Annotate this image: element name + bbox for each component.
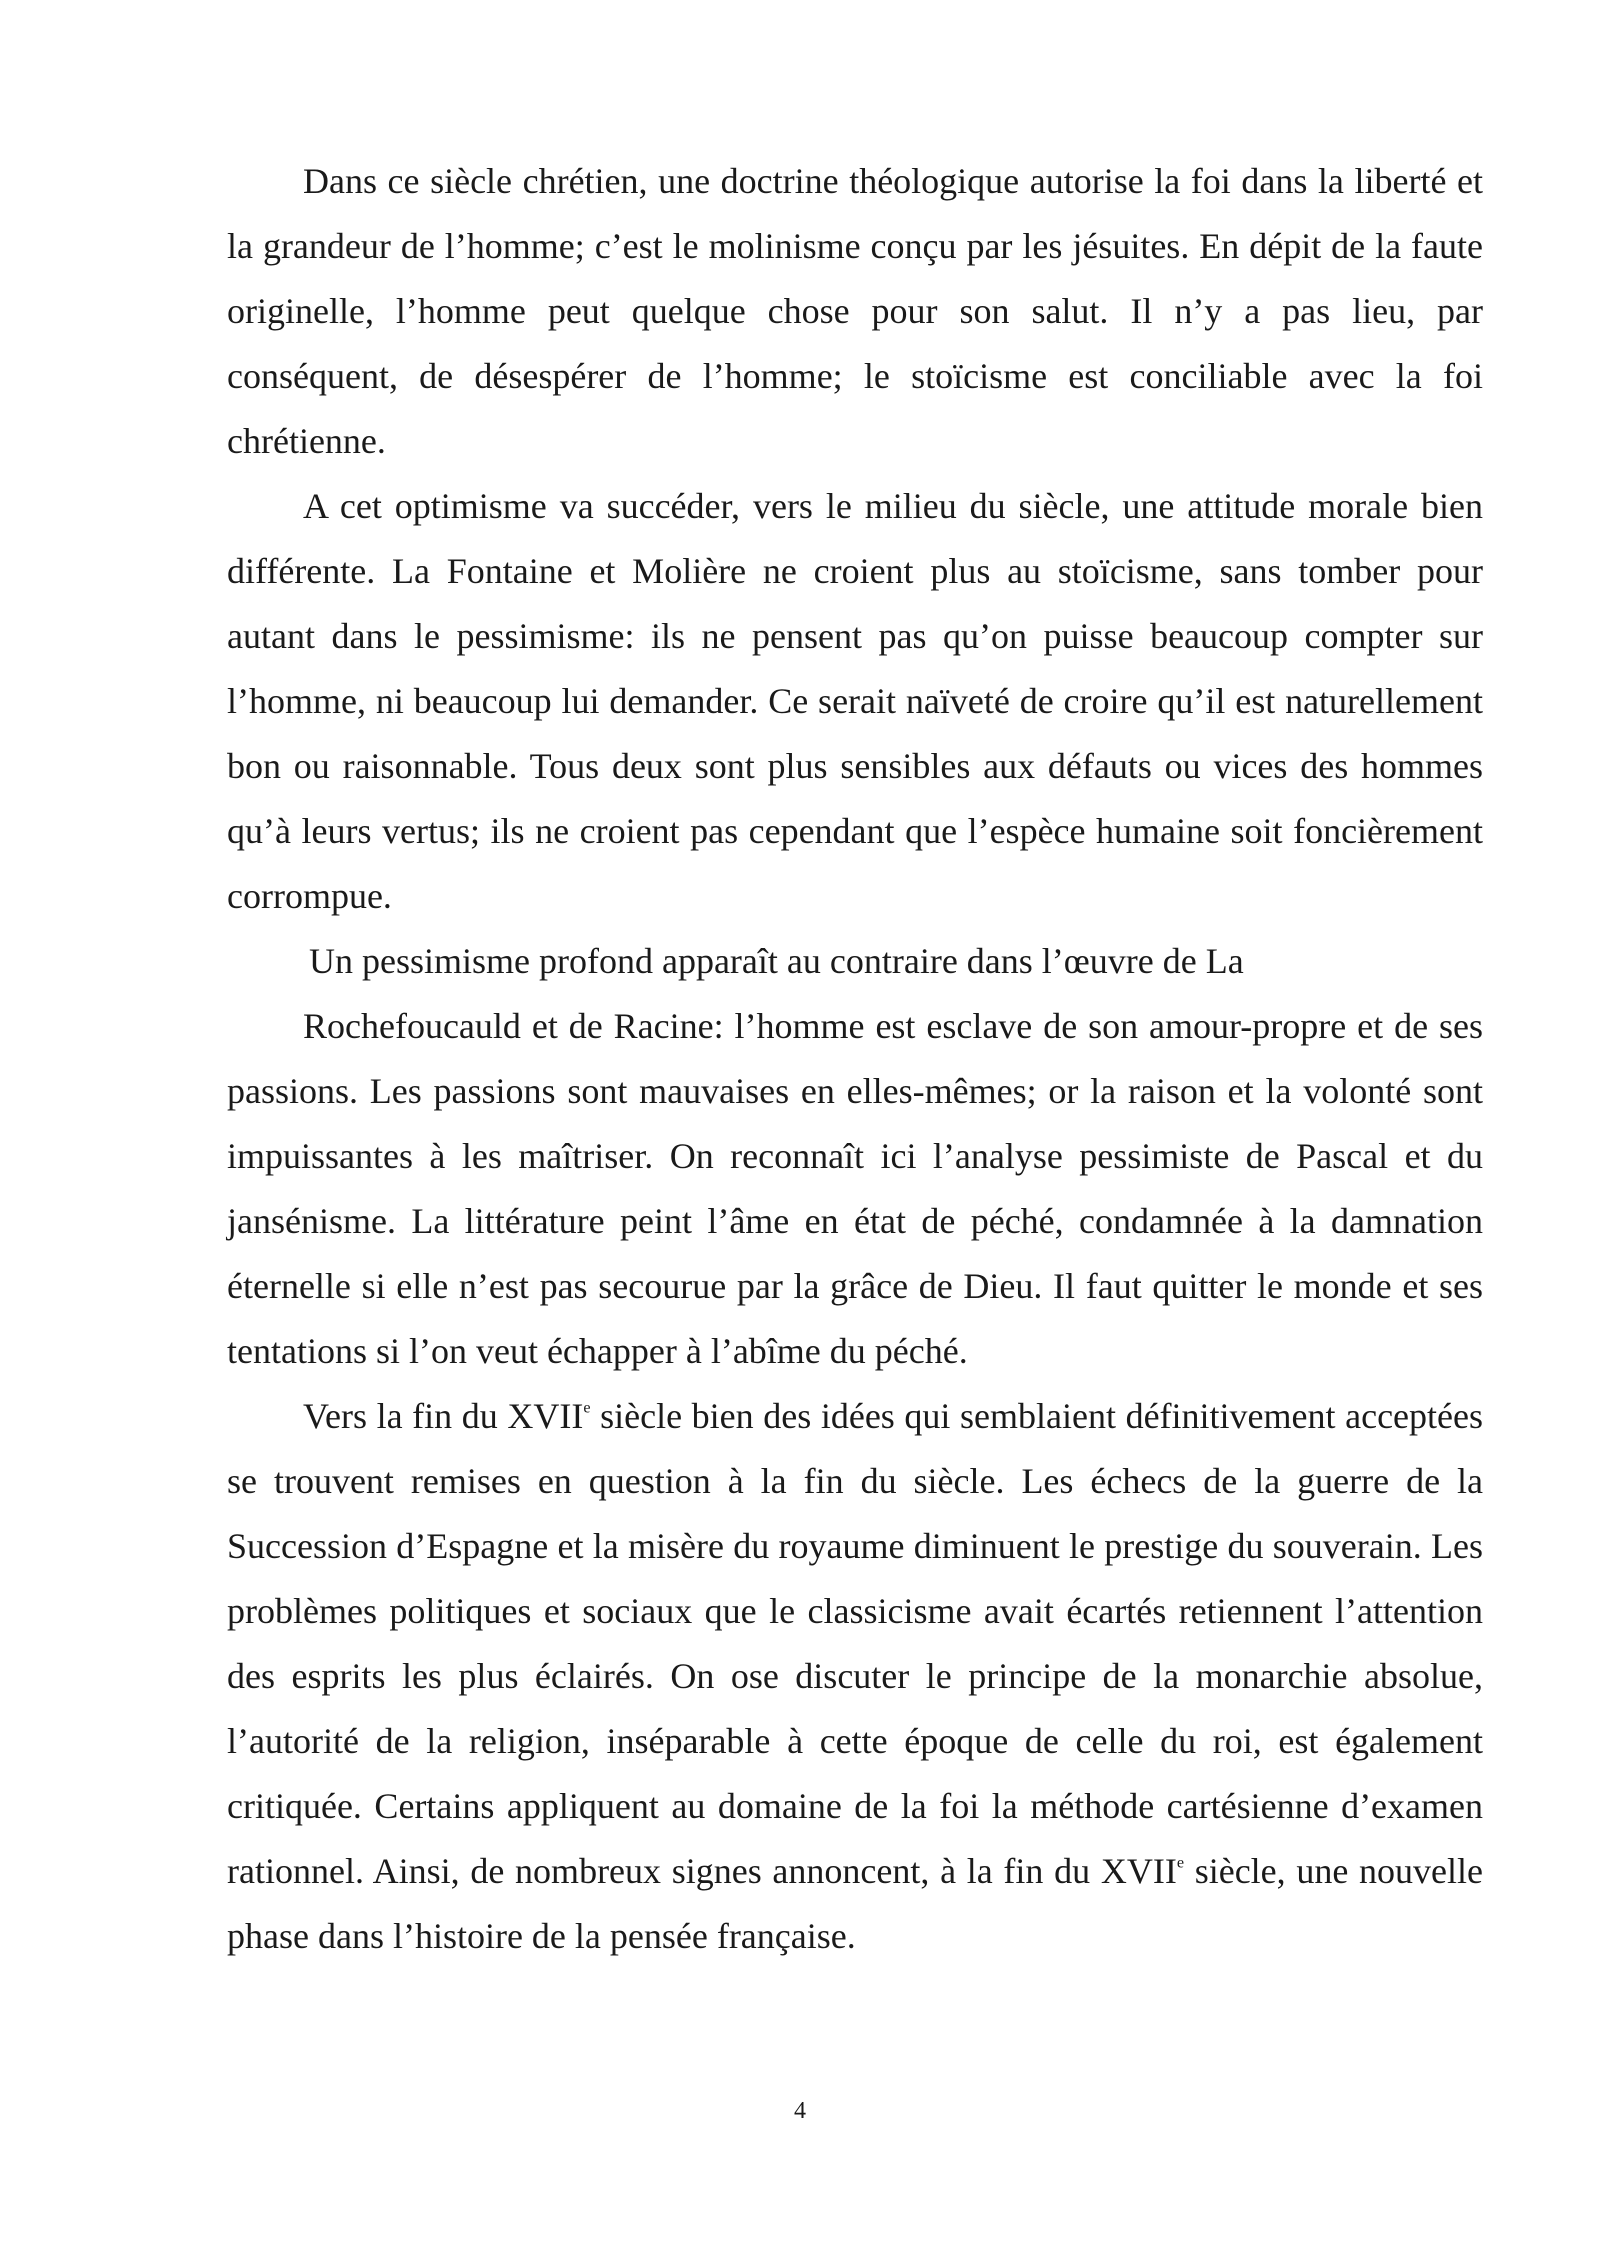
paragraph-fin-siecle-part3: siècle, une nouvelle phase dans l’histoire de la pensée française. bbox=[227, 1851, 1483, 1956]
page-number: 4 bbox=[794, 2098, 806, 2124]
paragraph-pessimisme-suite: Rochefoucauld et de Racine: l’homme est esclave de son amour-propre et de ses passions. Les passions sont mauvaises en elles-mêmes; or la raison et la volonté sont impuissantes à les maîtriser. On reconnaît ici l’analyse pessimiste de Pascal et du jansénisme. La littérature peint l’âme en état de péché, condamnée à la damnation éternelle si elle n’est pas secourue par la grâce de Dieu. Il faut quitter le monde et ses tentations si l’on veut échapper à l’abîme du péché. bbox=[227, 1006, 1483, 1371]
paragraph-fin-siecle-part2: siècle bien des idées qui semblaient définitivement acceptées se trouvent remises en question à la fin du siècle. Les échecs de la guerre de la Succession d’Espagne et la misère du royaume diminuent le prestige du souverain. Les problèmes politiques et sociaux que le classicisme avait écartés retiennent l’attention des esprits les plus éclairés. On ose discuter le principe de la monarchie absolue, l’autorité de la religion, inséparable à cette époque de celle du roi, est également critiquée. Certains appliquent au domaine de la foi la méthode cartésienne d’examen rationnel. Ainsi, de nombreux signes annoncent, à la fin du XVII bbox=[227, 1396, 1483, 1891]
superscript-e: e bbox=[1176, 1853, 1184, 1872]
paragraph-pessimisme-intro: Un pessimisme profond apparaît au contraire dans l’œuvre de La bbox=[309, 941, 1244, 981]
paragraph-optimisme: A cet optimisme va succéder, vers le milieu du siècle, une attitude morale bien différente. La Fontaine et Molière ne croient plus au stoïcisme, sans tomber pour autant dans le pessimisme: ils ne pensent pas qu’on puisse beaucoup compter sur l’homme, ni beaucoup lui demander. Ce serait naïveté de croire qu’il est naturellement bon ou raisonnable. Tous deux sont plus sensibles aux défauts ou vices des hommes qu’à leurs vertus; ils ne croient pas cependant que l’espèce humaine soit foncièrement corrompue. bbox=[227, 486, 1483, 916]
superscript-e: e bbox=[583, 1398, 591, 1417]
body-text bbox=[227, 149, 1483, 1969]
paragraph-molinisme: Dans ce siècle chrétien, une doctrine théologique autorise la foi dans la liberté et la grandeur de l’homme; c’est le molinisme conçu par les jésuites. En dépit de la faute originelle, l’homme peut quelque chose pour son salut. Il n’y a pas lieu, par conséquent, de désespérer de l’homme; le stoïcisme est conciliable avec la foi chrétienne. bbox=[227, 161, 1483, 461]
paragraph-fin-siecle-part1: Vers la fin du XVII bbox=[303, 1396, 584, 1436]
paragraph-fin-siecle bbox=[227, 1384, 1483, 1969]
